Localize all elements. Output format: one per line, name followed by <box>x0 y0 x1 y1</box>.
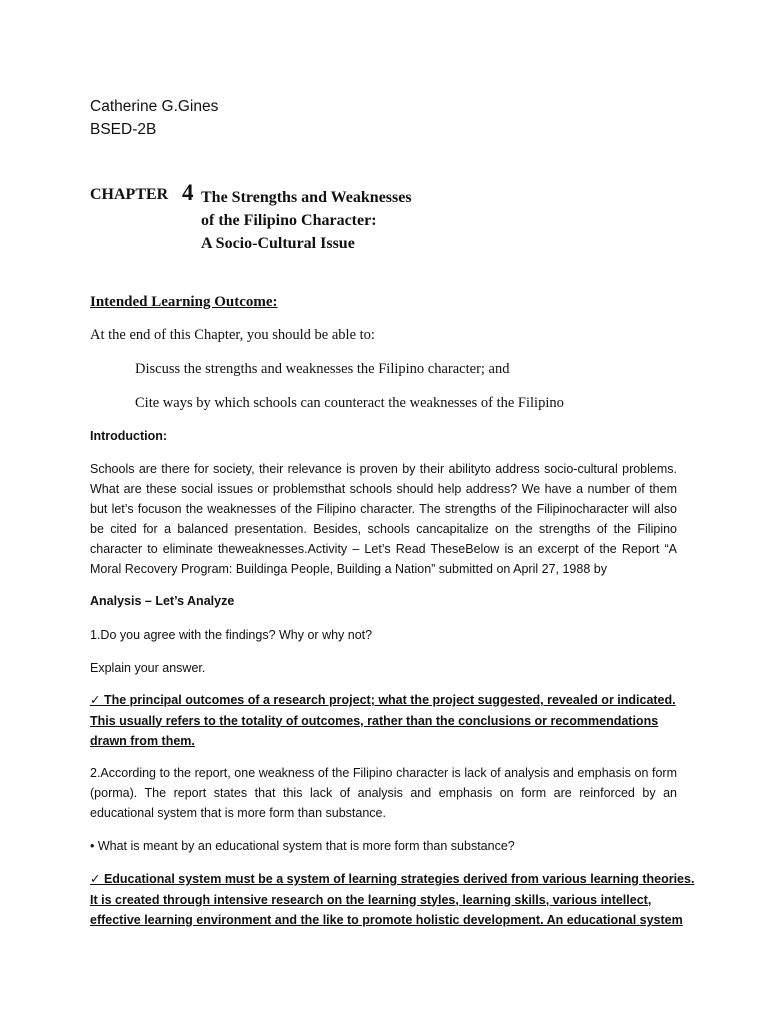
question-2: 2.According to the report, one weakness of the Filipino character is lack of analysis and emphasis on form (porma). The report states that this lack of analysis and emphasis on form are reinforced by an educational system that is more form than substance. <box>90 766 677 820</box>
question-1-prompt: Explain your answer. <box>90 661 206 675</box>
introduction-paragraph: Schools are there for society, their relevance is proven by their abilityto address socio-cultural problems. What are these social issues or problemsthat schools should help address? We have a number of them but let’s focuson the weaknesses of the Filipino character. The strengths of the Filipinocharacter will also be cited for a balanced presentation. Besides, schools cancapitalize on the strengths of the Filipino character to eliminate theweaknesses.Activity – Let’s Read TheseBelow is an excerpt of the Report “A Moral Recovery Program: Buildinga People, Building a Nation” submitted on April 27, 1988 by <box>90 462 677 576</box>
chapter-title-line: A Socio-Cultural Issue <box>201 235 355 252</box>
answer-2-line: ✓ Educational system must be a system of learning strategies derived from various learning theories. <box>90 872 695 886</box>
learning-outcome-item: Discuss the strengths and weaknesses the Filipino character; and <box>135 361 510 377</box>
question-1: 1.Do you agree with the findings? Why or why not? <box>90 628 373 642</box>
chapter-label: CHAPTER <box>90 186 169 203</box>
author-section: BSED-2B <box>90 121 157 138</box>
chapter-title-line: The Strengths and Weaknesses <box>201 189 412 206</box>
learning-outcome-item: Cite ways by which schools can counteract the weaknesses of the Filipino <box>135 395 564 411</box>
answer-2 <box>90 869 695 931</box>
answer-1-line: ✓ The principal outcomes of a research project; what the project suggested, revealed or indicated. <box>90 693 676 707</box>
chapter-title-line: of the Filipino Character: <box>201 212 377 229</box>
chapter-number: 4 <box>182 180 194 205</box>
learning-outcome-intro: At the end of this Chapter, you should be able to: <box>90 327 375 343</box>
answer-1-line: drawn from them. <box>90 734 195 748</box>
answer-1 <box>90 690 690 752</box>
chapter-title <box>201 186 412 255</box>
answer-1-line: This usually refers to the totality of outcomes, rather than the conclusions or recommendations <box>90 713 659 728</box>
learning-outcome-heading: Intended Learning Outcome: <box>90 294 278 310</box>
author-block <box>90 95 218 141</box>
author-name: Catherine G.Gines <box>90 98 219 115</box>
answer-2-line: It is created through intensive research on the learning styles, learning skills, various intellect, <box>90 892 652 907</box>
analysis-heading: Analysis – Let’s Analyze <box>90 594 235 608</box>
question-2-sub: • What is meant by an educational system that is more form than substance? <box>90 839 515 853</box>
answer-2-line: effective learning environment and the like to promote holistic development. An educational system <box>90 913 683 927</box>
introduction-heading: Introduction: <box>90 429 168 443</box>
